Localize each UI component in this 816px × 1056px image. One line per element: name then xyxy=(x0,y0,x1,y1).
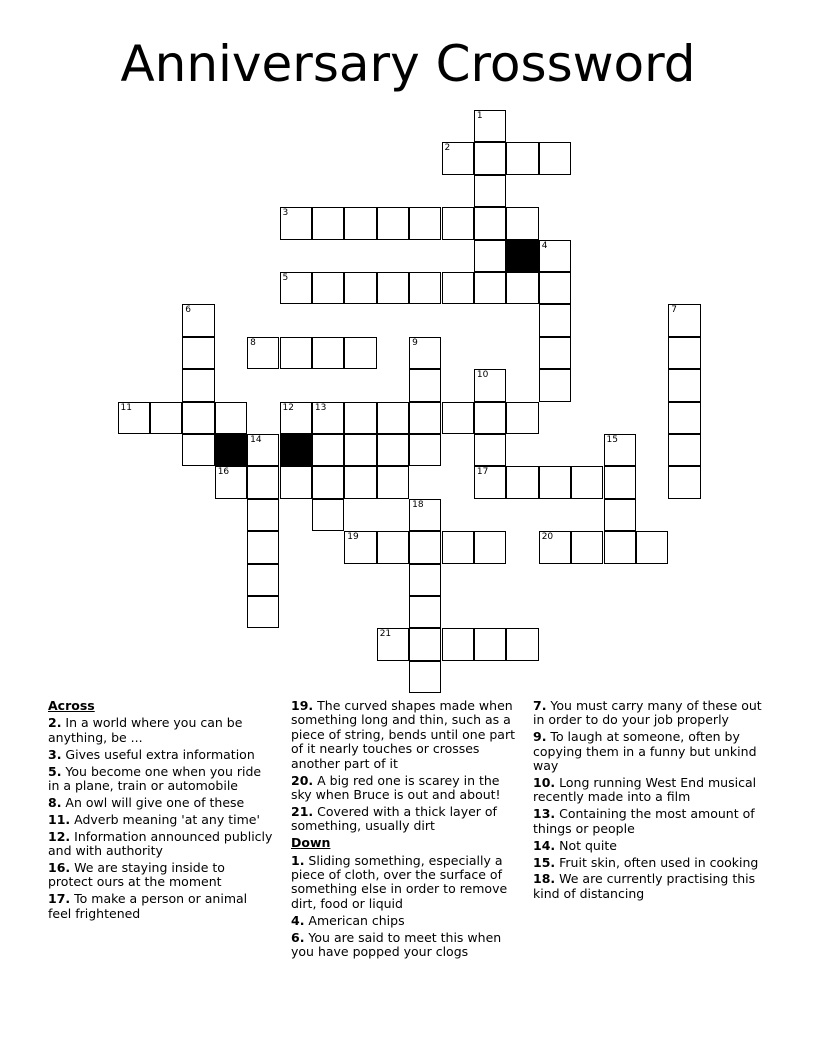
crossword-cell[interactable] xyxy=(150,402,182,434)
clue-number: 21 xyxy=(379,629,392,640)
crossword-cell[interactable] xyxy=(247,466,279,498)
clue-text: You are said to meet this when you have popped your clogs xyxy=(291,929,502,959)
clue-number: 11 xyxy=(120,402,132,413)
down-clue xyxy=(291,854,523,912)
clue-text: To make a person or animal feel frightened xyxy=(48,891,248,921)
crossword-cell[interactable] xyxy=(247,434,279,466)
clue-text: An owl will give one of these xyxy=(61,794,245,810)
crossword-cell[interactable] xyxy=(312,499,344,531)
crossword-cell[interactable] xyxy=(409,402,441,434)
down-clue xyxy=(533,730,768,773)
clue-number: 7 xyxy=(671,305,678,316)
clue-label: 11. xyxy=(48,811,71,827)
across-clue xyxy=(48,796,273,810)
crossword-cell[interactable] xyxy=(668,337,700,369)
crossword-cell[interactable] xyxy=(280,402,312,434)
clue-label: 8. xyxy=(48,794,62,810)
crossword-cell[interactable] xyxy=(377,402,409,434)
clue-label: 4. xyxy=(291,912,305,928)
crossword-cell[interactable] xyxy=(409,531,441,563)
clue-label: 3. xyxy=(48,746,62,762)
clue-label: 2. xyxy=(48,715,62,731)
page-title: Anniversary Crossword xyxy=(120,35,696,93)
crossword-cell[interactable] xyxy=(668,304,700,336)
clue-text: A big red one is scarey in the sky when Bruce is out and about! xyxy=(291,772,501,802)
clue-text: We are staying inside to protect ours at the moment xyxy=(48,860,225,890)
crossword-cell[interactable] xyxy=(344,402,376,434)
crossword-cell[interactable] xyxy=(377,207,409,239)
across-clue xyxy=(291,805,523,834)
clue-text: Information announced publicly and with authority xyxy=(48,828,273,859)
crossword-cell[interactable] xyxy=(409,661,441,693)
crossword-cell[interactable] xyxy=(344,207,376,239)
crossword-cell[interactable] xyxy=(312,402,344,434)
clue-label: 7. xyxy=(533,698,547,713)
crossword-cell[interactable] xyxy=(377,272,409,304)
across-clue xyxy=(48,892,273,921)
crossword-cell[interactable] xyxy=(442,628,474,660)
clue-label: 17. xyxy=(48,891,71,907)
clue-label: 16. xyxy=(48,860,71,876)
down-heading: Down xyxy=(291,835,331,851)
crossword-cell[interactable] xyxy=(604,466,636,498)
crossword-cell[interactable] xyxy=(571,531,603,563)
clue-number: 9 xyxy=(412,337,418,348)
clue-number: 16 xyxy=(217,467,230,478)
clue-text: Not quite xyxy=(555,837,617,853)
crossword-cell[interactable] xyxy=(539,337,571,369)
crossword-cell[interactable] xyxy=(668,369,700,401)
clue-text: Containing the most amount of things or people xyxy=(533,806,755,836)
crossword-cell[interactable] xyxy=(506,402,538,434)
clue-text: You must carry many of these out in order to do your job properly xyxy=(533,698,762,728)
crossword-cell[interactable] xyxy=(247,596,279,628)
clue-number: 8 xyxy=(250,337,256,348)
crossword-cell[interactable] xyxy=(312,337,344,369)
crossword-cell[interactable] xyxy=(409,337,441,369)
crossword-cell[interactable] xyxy=(474,628,506,660)
down-clue xyxy=(533,839,768,853)
crossword-cell[interactable] xyxy=(539,272,571,304)
crossword-cell[interactable] xyxy=(377,628,409,660)
crossword-cell[interactable] xyxy=(506,207,538,239)
crossword-cell[interactable] xyxy=(118,402,150,434)
down-clue xyxy=(533,699,768,728)
crossword-cell[interactable] xyxy=(668,434,700,466)
clue-text: Gives useful extra information xyxy=(61,746,255,762)
black-square xyxy=(280,434,312,466)
crossword-cell[interactable] xyxy=(604,531,636,563)
clue-text: American chips xyxy=(304,912,405,928)
crossword-cell[interactable] xyxy=(442,142,474,174)
crossword-cell[interactable] xyxy=(377,434,409,466)
crossword-cell[interactable] xyxy=(474,272,506,304)
crossword-cell[interactable] xyxy=(539,531,571,563)
clue-text: You become one when you ride in a plane, train or automobile xyxy=(48,763,262,794)
down-clue xyxy=(291,931,523,960)
crossword-cell[interactable] xyxy=(182,369,214,401)
clue-number: 4 xyxy=(541,240,548,251)
crossword-cell[interactable] xyxy=(182,402,214,434)
clue-label: 10. xyxy=(533,775,556,791)
clue-number: 2 xyxy=(444,143,451,154)
crossword-cell[interactable] xyxy=(539,240,571,272)
crossword-cell[interactable] xyxy=(604,499,636,531)
down-clue xyxy=(533,872,768,901)
crossword-cell[interactable] xyxy=(247,499,279,531)
clue-text: Long running West End musical recently made into a film xyxy=(533,775,757,805)
crossword-cell[interactable] xyxy=(668,402,700,434)
crossword-cell[interactable] xyxy=(442,402,474,434)
crossword-cell[interactable] xyxy=(312,434,344,466)
crossword-cell[interactable] xyxy=(312,207,344,239)
clue-label: 18. xyxy=(533,871,556,887)
crossword-cell[interactable] xyxy=(474,110,506,142)
clue-number: 5 xyxy=(282,273,289,283)
crossword-cell[interactable] xyxy=(344,434,376,466)
crossword-cell[interactable] xyxy=(377,466,409,498)
clue-number: 13 xyxy=(314,402,327,413)
crossword-cell[interactable] xyxy=(571,466,603,498)
across-clue xyxy=(291,774,523,803)
crossword-cell[interactable] xyxy=(474,207,506,239)
clue-text: In a world where you can be anything, be ... xyxy=(48,715,243,745)
clue-text: Sliding something, especially a piece of cloth, over the surface of something else in order to remove dirt, food or liquid xyxy=(291,852,508,911)
crossword-cell[interactable] xyxy=(474,142,506,174)
across-clue xyxy=(48,748,273,762)
clue-text: Fruit skin, often used in cooking xyxy=(555,854,759,870)
clue-number: 3 xyxy=(282,208,289,219)
clue-label: 14. xyxy=(533,837,556,853)
clue-label: 19. xyxy=(291,698,314,713)
clue-label: 1. xyxy=(291,852,305,868)
crossword-cell[interactable] xyxy=(636,531,668,563)
clue-label: 15. xyxy=(533,854,556,870)
clue-label: 21. xyxy=(291,803,314,819)
crossword-cell[interactable] xyxy=(539,304,571,336)
clue-label: 13. xyxy=(533,806,556,822)
crossword-cell[interactable] xyxy=(539,466,571,498)
crossword-cell[interactable] xyxy=(409,564,441,596)
crossword-cell[interactable] xyxy=(506,466,538,498)
clue-number: 1 xyxy=(476,111,483,121)
crossword-cell[interactable] xyxy=(506,628,538,660)
crossword-cell[interactable] xyxy=(312,466,344,498)
crossword-cell[interactable] xyxy=(215,466,247,498)
clue-text: To laugh at someone, often by copying them in a funny but unkind way xyxy=(533,729,757,774)
across-clue xyxy=(48,765,273,794)
across-clue xyxy=(291,699,523,771)
crossword-cell[interactable] xyxy=(409,596,441,628)
clue-number: 12 xyxy=(282,402,294,413)
crossword-cell[interactable] xyxy=(474,175,506,207)
clue-label: 20. xyxy=(291,772,314,788)
crossword-cell[interactable] xyxy=(442,531,474,563)
crossword-cell[interactable] xyxy=(409,628,441,660)
clue-text: We are currently practising this kind of distancing xyxy=(533,871,756,901)
clue-number: 19 xyxy=(347,532,359,543)
crossword-cell[interactable] xyxy=(604,434,636,466)
crossword-cell[interactable] xyxy=(344,466,376,498)
clue-column-2 xyxy=(291,699,523,962)
crossword-cell[interactable] xyxy=(539,369,571,401)
crossword-cell[interactable] xyxy=(442,207,474,239)
clue-label: 6. xyxy=(291,929,305,945)
crossword-cell[interactable] xyxy=(247,531,279,563)
crossword-cell[interactable] xyxy=(474,434,506,466)
crossword-cell[interactable] xyxy=(668,466,700,498)
crossword-cell[interactable] xyxy=(182,304,214,336)
crossword-cell[interactable] xyxy=(474,466,506,498)
crossword-cell[interactable] xyxy=(215,402,247,434)
crossword-cell[interactable] xyxy=(344,272,376,304)
crossword-cell[interactable] xyxy=(377,531,409,563)
crossword-cell[interactable] xyxy=(247,337,279,369)
crossword-cell[interactable] xyxy=(247,564,279,596)
crossword-cell[interactable] xyxy=(409,272,441,304)
down-clue xyxy=(291,914,523,928)
across-heading: Across xyxy=(48,698,95,713)
crossword-cell[interactable] xyxy=(182,337,214,369)
clue-number: 18 xyxy=(412,499,424,510)
crossword-cell[interactable] xyxy=(280,272,312,304)
crossword-cell[interactable] xyxy=(312,272,344,304)
crossword-cell[interactable] xyxy=(280,207,312,239)
crossword-cell[interactable] xyxy=(442,272,474,304)
clue-number: 10 xyxy=(476,370,489,381)
down-clue xyxy=(533,807,768,836)
crossword-cell[interactable] xyxy=(344,531,376,563)
across-clue xyxy=(48,813,273,827)
crossword-cell[interactable] xyxy=(409,207,441,239)
clue-column-3 xyxy=(533,699,768,904)
crossword-cell[interactable] xyxy=(474,531,506,563)
across-clue xyxy=(48,716,273,745)
clue-number: 6 xyxy=(185,305,192,316)
crossword-cell[interactable] xyxy=(344,337,376,369)
across-clue xyxy=(48,830,273,859)
clue-text: Adverb meaning 'at any time' xyxy=(70,811,260,827)
crossword-cell[interactable] xyxy=(474,402,506,434)
clue-number: 14 xyxy=(250,435,262,445)
clue-text: The curved shapes made when something long and thin, such as a piece of string, bends until one part of it nearly touches or crosses another part of it xyxy=(291,698,515,771)
down-clue xyxy=(533,856,768,870)
crossword-cell[interactable] xyxy=(409,434,441,466)
clue-text: Covered with a thick layer of something, usually dirt xyxy=(291,803,497,834)
black-square xyxy=(506,240,538,272)
clue-column-1 xyxy=(48,699,273,924)
crossword-cell[interactable] xyxy=(506,142,538,174)
clue-number: 20 xyxy=(541,532,554,543)
crossword-cell[interactable] xyxy=(409,499,441,531)
down-clue xyxy=(533,776,768,805)
crossword-cell[interactable] xyxy=(506,272,538,304)
across-clue xyxy=(48,861,273,890)
crossword-cell[interactable] xyxy=(182,434,214,466)
crossword-cell[interactable] xyxy=(474,240,506,272)
crossword-cell[interactable] xyxy=(280,337,312,369)
clue-number: 17 xyxy=(476,467,489,478)
clue-label: 9. xyxy=(533,729,547,745)
clue-number: 15 xyxy=(606,435,618,445)
crossword-cell[interactable] xyxy=(539,142,571,174)
crossword-cell[interactable] xyxy=(474,369,506,401)
clue-label: 12. xyxy=(48,828,71,844)
clue-label: 5. xyxy=(48,763,62,779)
crossword-cell[interactable] xyxy=(409,369,441,401)
black-square xyxy=(215,434,247,466)
crossword-cell[interactable] xyxy=(280,466,312,498)
